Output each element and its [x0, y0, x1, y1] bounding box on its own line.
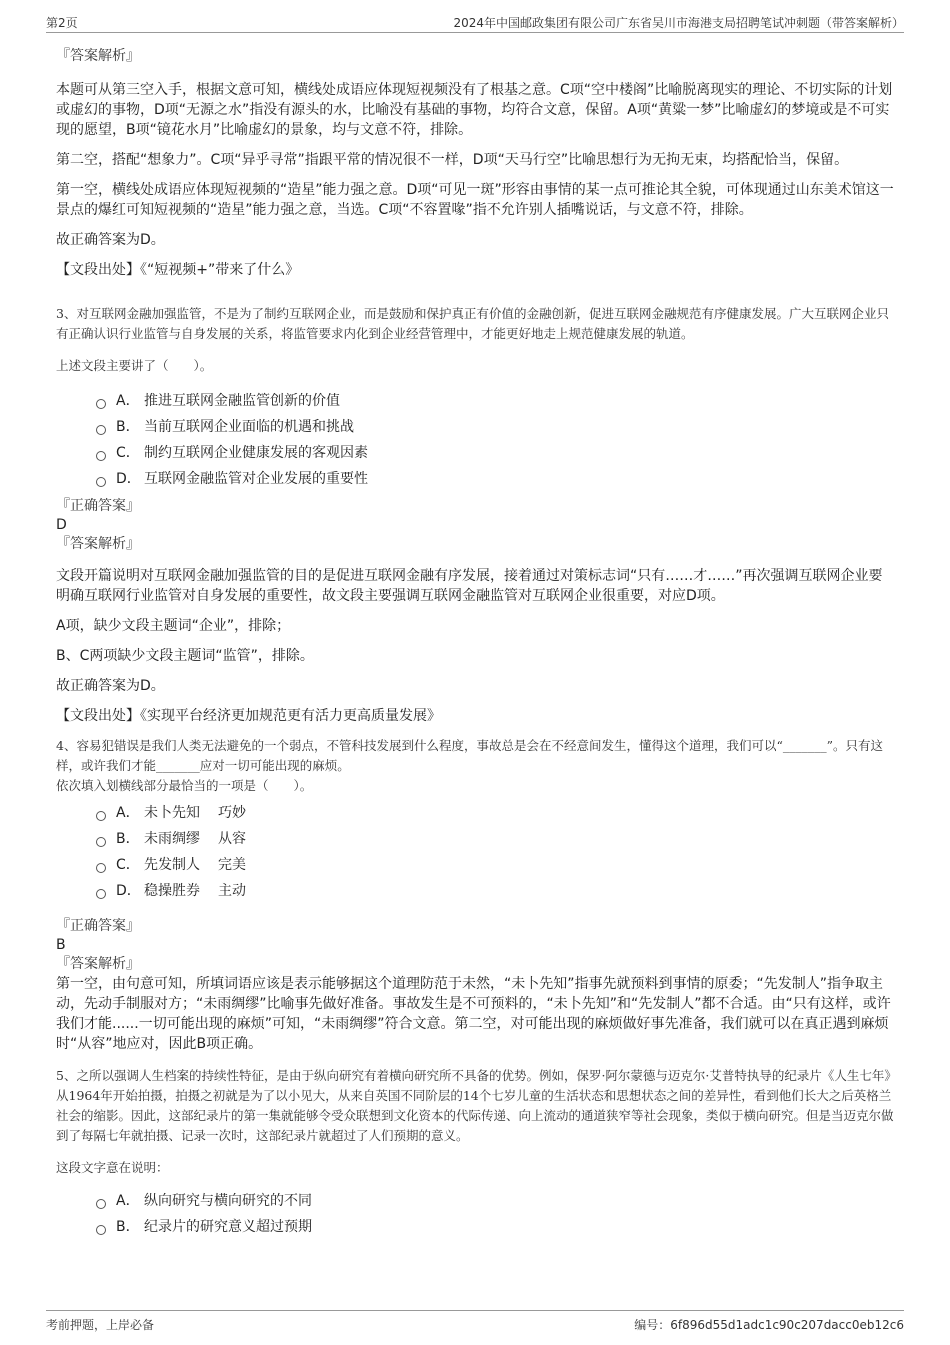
q4-option-c[interactable]: C． 先发制人 完美: [96, 852, 896, 878]
q5-prompt: 这段文字意在说明：: [56, 1160, 169, 1175]
q3-analysis-para-3: B、C两项缺少文段主题词“监管”，排除。: [56, 648, 314, 664]
analysis-label: 『答案解析』: [56, 536, 140, 552]
q2-source: 【文段出处】《“短视频+”带来了什么》: [56, 262, 300, 278]
answer-label: 『正确答案』: [56, 498, 140, 514]
radio-icon[interactable]: [96, 889, 106, 899]
analysis-label: 『答案解析』: [56, 48, 140, 64]
q4-options: [96, 800, 896, 904]
page-header: [46, 12, 904, 33]
radio-icon[interactable]: [96, 399, 106, 409]
radio-icon[interactable]: [96, 1225, 106, 1235]
q5-option-b[interactable]: B． 纪录片的研究意义超过预期: [96, 1214, 896, 1240]
radio-icon[interactable]: [96, 451, 106, 461]
q4-prompt: 依次填入划横线部分最恰当的一项是（ ）。: [56, 778, 313, 793]
q5-option-a[interactable]: A． 纵向研究与横向研究的不同: [96, 1188, 896, 1214]
q3-option-d[interactable]: D． 互联网金融监管对企业发展的重要性: [96, 466, 896, 492]
q4-option-a[interactable]: A． 未卜先知 巧妙: [96, 800, 896, 826]
page-content: [56, 40, 896, 1240]
q4-answer: B: [56, 937, 66, 953]
q2-analysis-para-1: 本题可从第三空入手，根据文意可知，横线处成语应体现短视频没有了根基之意。C项“空中楼阁”比喻脱离现实的理论、不切实际的计划或虚幻的事物，D项“无源之水”指没有源头的水，比喻没有基础的事物，均符合文意，保留。A项“黄粱一梦”比喻虚幻的梦境或是不可实现的愿望，B项“镜花水月”比喻虚幻的景象，均与文意不符，排除。: [56, 82, 893, 138]
radio-icon[interactable]: [96, 477, 106, 487]
q4-analysis: 第一空，由句意可知，所填词语应该是表示能够据这个道理防范于未然，“未卜先知”指事先就预料到事情的原委；“先发制人”指争取主动，先动手制服对方；“未雨绸缪”比喻事先做好准备。事故发生是不可预料的，“未卜先知”和“先发制人”都不合适。由“只有这样，或许我们才能......一切可能出现的麻烦”可知，“未雨绸缪”符合文意。第二空，对可能出现的麻烦做好事先准备，我们就可以在真正遇到麻烦时“从容”地应对，因此B项正确。: [56, 976, 891, 1052]
radio-icon[interactable]: [96, 425, 106, 435]
q3-answer: D: [56, 517, 67, 533]
q2-analysis-para-2: 第二空，搭配“想象力”。C项“异乎寻常”指跟平常的情况很不一样，D项“天马行空”比喻思想行为无拘无束，均搭配恰当，保留。: [56, 152, 849, 168]
analysis-label: 『答案解析』: [56, 956, 140, 972]
q5-stem: 5、之所以强调人生档案的持续性特征，是由于纵向研究有着横向研究所不具备的优势。例如，保罗·阿尔蒙德与迈克尔·艾普特执导的纪录片《人生七年》从1964年开始拍摄，拍摄之初就是为了以小见大，从来自英国不同阶层的14个七岁儿童的生活状态和思想状态之间的差异性，看到他们长大之后英格兰社会的缩影。因此，这部纪录片的第一集就能够令受众联想到文化资本的代际传递、向上流动的通道狭窄等社会现象，类似于横向研究。但是当迈克尔做到了每隔七年就拍摄、记录一次时，这部纪录片就超过了人们预期的意义。: [56, 1068, 894, 1143]
q3-option-c[interactable]: C． 制约互联网企业健康发展的客观因素: [96, 440, 896, 466]
page-footer: [46, 1310, 904, 1337]
answer-label: 『正确答案』: [56, 918, 140, 934]
q4-stem: 4、容易犯错误是我们人类无法避免的一个弱点，不管科技发展到什么程度，事故总是会在不经意间发生，懂得这个道理，我们可以“_______”。只有这样，或许我们才能_______应对一切可能出现的麻烦。: [56, 738, 883, 773]
q4-option-d[interactable]: D． 稳操胜券 主动: [96, 878, 896, 904]
document-id: 编号：6f896d55d1adc1c90c207dacc0eb12c6: [634, 1318, 904, 1332]
q2-analysis-para-3: 第一空，横线处成语应体现短视频的“造星”能力强之意。D项“可见一斑”形容由事情的某一点可推论其全貌，可体现通过山东美术馆这一景点的爆红可知短视频的“造星”能力强之意，当选。C项“不容置喙”指不允许别人插嘴说话，与文意不符，排除。: [56, 182, 894, 218]
footer-slogan: 考前押题，上岸必备: [46, 1318, 155, 1332]
q3-options: [96, 388, 896, 492]
q3-source: 【文段出处】《实现平台经济更加规范更有活力更高质量发展》: [56, 708, 441, 724]
q3-stem: 3、对互联网金融加强监管，不是为了制约互联网企业，而是鼓励和保护真正有价值的金融创新，促进互联网金融规范有序健康发展。广大互联网企业只有正确认识行业监管与自身发展的关系，将监管要求内化到企业经营管理中，才能更好地走上规范健康发展的轨道。: [56, 306, 889, 341]
q3-analysis-para-2: A项，缺少文段主题词“企业”，排除；: [56, 618, 291, 634]
q5-options: [96, 1188, 896, 1240]
radio-icon[interactable]: [96, 1199, 106, 1209]
q3-analysis-para-1: 文段开篇说明对互联网金融加强监管的目的是促进互联网金融有序发展，接着通过对策标志词“只有……才……”再次强调互联网企业要明确互联网行业监管对自身发展的重要性，故文段主要强调互联网金融监管对互联网企业很重要，对应D项。: [56, 568, 883, 604]
document-title: 2024年中国邮政集团有限公司广东省吴川市海港支局招聘笔试冲刺题（带答案解析）: [453, 16, 904, 30]
page-number: 第2页: [46, 16, 78, 30]
q2-analysis-para-4: 故正确答案为D。: [56, 232, 165, 248]
q3-option-b[interactable]: B． 当前互联网企业面临的机遇和挑战: [96, 414, 896, 440]
q3-analysis-para-4: 故正确答案为D。: [56, 678, 165, 694]
radio-icon[interactable]: [96, 837, 106, 847]
radio-icon[interactable]: [96, 863, 106, 873]
radio-icon[interactable]: [96, 811, 106, 821]
q3-option-a[interactable]: A． 推进互联网金融监管创新的价值: [96, 388, 896, 414]
q4-option-b[interactable]: B． 未雨绸缪 从容: [96, 826, 896, 852]
q3-prompt: 上述文段主要讲了（ ）。: [56, 358, 213, 373]
